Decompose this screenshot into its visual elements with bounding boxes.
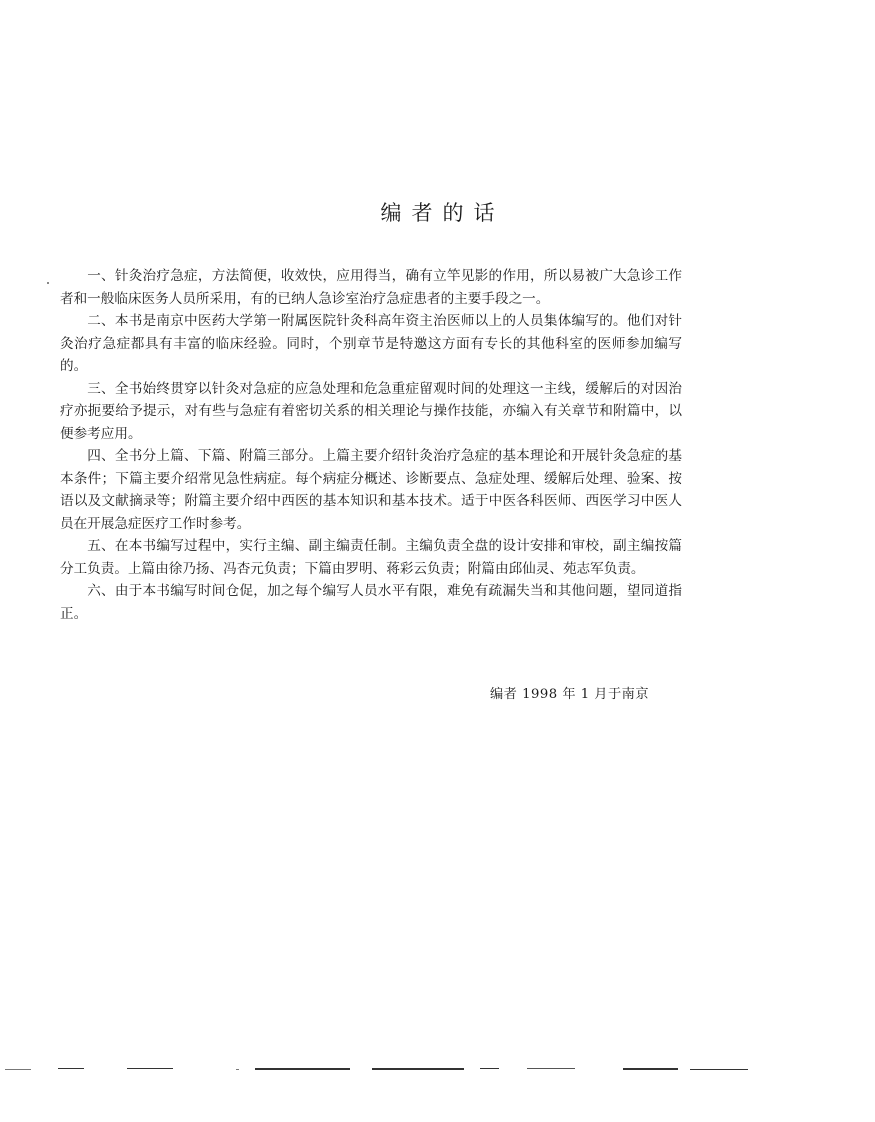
scan-line	[480, 1068, 499, 1069]
scan-speck	[47, 282, 49, 284]
paragraph-5: 五、在本书编写过程中，实行主编、副主编责任制。主编负责全盘的设计安排和审校，副主编按篇分工负责。上篇由徐乃扬、冯杏元负责；下篇由罗明、蒋彩云负责；附篇由邱仙灵、苑志军负责。	[60, 538, 682, 577]
page-title: 编者的话	[380, 201, 505, 225]
paragraph-2: 二、本书是南京中医药大学第一附属医院针灸科高年资主治医师以上的人员集体编写的。他们对针灸治疗急症都具有丰富的临床经验。同时，个别章节是特邀这方面有专长的其他科室的医师参加编写的。	[60, 313, 682, 374]
paragraph-4: 四、全书分上篇、下篇、附篇三部分。上篇主要介绍针灸治疗急症的基本理论和开展针灸急症的基本条件；下篇主要介绍常见急性病症。每个病症分概述、诊断要点、急症处理、缓解后处理、验案、按语以及文献摘录等；附篇主要介绍中西医的基本知识和基本技术。适于中医各科医师、西医学习中医人员在开展急症医疗工作时参考。	[60, 448, 682, 532]
scan-line	[690, 1069, 748, 1070]
scan-line	[127, 1068, 173, 1069]
scan-line	[527, 1068, 575, 1069]
scan-line	[255, 1068, 350, 1070]
scan-line	[623, 1068, 678, 1070]
scan-line	[236, 1069, 239, 1070]
scan-line	[5, 1069, 31, 1070]
scan-line	[372, 1068, 464, 1070]
signature-line: 编者 1998 年 1 月于南京	[490, 687, 650, 702]
preface-body	[60, 265, 682, 625]
paragraph-3: 三、全书始终贯穿以针灸对急症的应急处理和危急重症留观时间的处理这一主线，缓解后的对因治疗亦扼要给予提示，对有些与急症有着密切关系的相关理论与操作技能，亦编入有关章节和附篇中，以便参考应用。	[60, 380, 682, 442]
paragraph-1: 一、针灸治疗急症，方法简便，收效快，应用得当，确有立竿见影的作用，所以易被广大急诊工作者和一般临床医务人员所采用，有的已纳人急诊室治疗急症患者的主要手段之一。	[60, 268, 682, 307]
scan-line	[58, 1068, 84, 1069]
paragraph-6: 六、由于本书编写时间仓促，加之每个编写人员水平有限，难免有疏漏失当和其他问题，望同道指正。	[60, 583, 682, 622]
